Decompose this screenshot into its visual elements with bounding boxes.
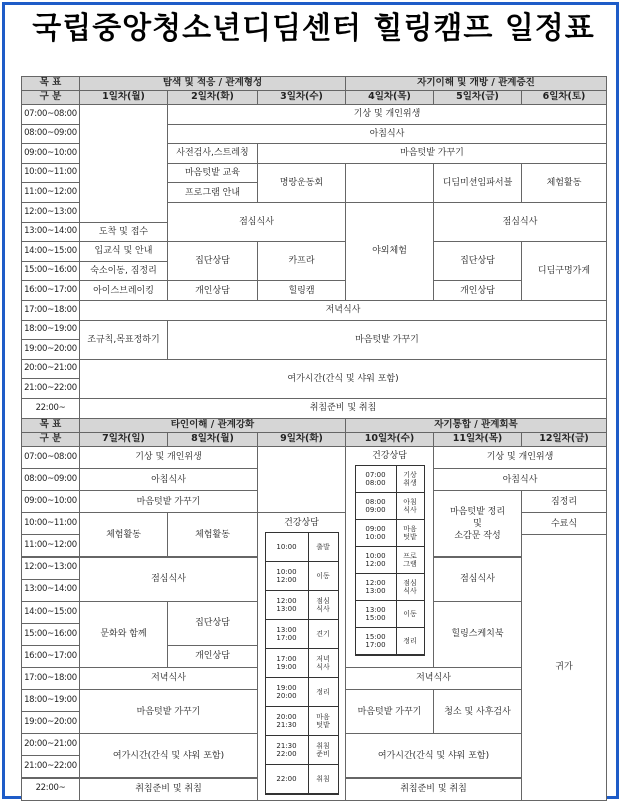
d10-sub-item	[356, 466, 424, 493]
day-header-1: 1일차(월)	[79, 90, 168, 105]
d9-checkup-column	[257, 512, 346, 800]
d10-checkup-column	[345, 446, 434, 668]
day-header-5: 5일차(금)	[433, 90, 522, 105]
d10-sub-label: 기상 취생	[403, 471, 417, 488]
d9-sub-item	[266, 620, 338, 649]
d9-sub-item	[266, 707, 338, 736]
time2-row-15: 21:00~22:00	[21, 755, 80, 778]
d10-sub-label: 정리	[403, 637, 417, 646]
time-row-14: 20:00~21:00	[21, 359, 80, 380]
d9-sub-item	[266, 736, 338, 765]
d10-sub-time: 09:00 10:00	[356, 520, 397, 546]
time2-row-11: 17:00~18:00	[21, 667, 80, 690]
d10-sub-item	[356, 628, 424, 655]
time2-row-4: 10:00~11:00	[21, 512, 80, 535]
d12-go-home: 귀가	[521, 534, 607, 800]
d1011-dinner: 저녁식사	[345, 667, 522, 690]
d78-breakfast: 아침식사	[79, 468, 258, 491]
d1112-wake: 기상 및 개인위생	[433, 446, 607, 469]
goal2-header-label: 목 표	[21, 418, 80, 433]
lunch-days2-3: 점심식사	[167, 202, 346, 242]
time2-row-8: 14:00~15:00	[21, 601, 80, 624]
d10-sub-label: 마음 텃밭	[403, 525, 417, 542]
breakfast-row: 아침식사	[167, 124, 607, 145]
d10-sub-item	[356, 574, 424, 601]
goal2-b-header: 자기통합 / 관계회복	[345, 418, 607, 433]
day2-header-9: 9일차(화)	[257, 432, 346, 447]
d10-sub-schedule	[355, 465, 425, 656]
d11-healing-sketch: 힐링스케치북	[433, 601, 522, 668]
day2-header-12: 12일차(금)	[521, 432, 607, 447]
d11-garden-summary-line: 소감문 작성	[454, 530, 501, 541]
d11-garden-summary	[433, 490, 522, 557]
day1-move-room: 숙소이동, 짐정리	[79, 261, 168, 282]
dinner-row: 저녁식사	[79, 300, 607, 321]
time2-row-5: 11:00~12:00	[21, 534, 80, 557]
day2-header-8: 8일차(월)	[167, 432, 258, 447]
d9-sub-time: 17:00 19:00	[266, 649, 309, 677]
time-row-8: 14:00~15:00	[21, 241, 80, 262]
day-header-2: 2일차(화)	[167, 90, 258, 105]
d9-sub-time: 22:00	[266, 765, 309, 793]
d10-sub-item	[356, 520, 424, 547]
wake-row: 기상 및 개인위생	[167, 104, 607, 125]
time2-row-3: 09:00~10:00	[21, 490, 80, 513]
time2-row-12: 18:00~19:00	[21, 689, 80, 712]
d9-sub-label: 취침	[316, 775, 330, 784]
day3-kapla: 카프라	[257, 241, 346, 281]
d10-sub-time: 07:00 08:00	[356, 466, 397, 492]
day-header-4: 4일차(목)	[345, 90, 434, 105]
d9-checkup-title: 건강상담	[284, 518, 319, 529]
goal2-a-header: 타인이해 / 관계강화	[79, 418, 346, 433]
goal-b-header: 자기이해 및 개방 / 관계증진	[345, 76, 607, 91]
d8-group-counsel: 집단상담	[167, 601, 258, 646]
day5-didim-mission: 디딤미션임파서블	[433, 163, 522, 203]
d1011-bedtime: 취침준비 및 취침	[345, 778, 522, 801]
day2-program-guide: 프로그램 안내	[167, 182, 258, 203]
d10-sub-item	[356, 601, 424, 628]
day6-didim-shop: 디딤구멍가게	[521, 241, 607, 301]
d10-sub-label: 이동	[403, 610, 417, 619]
bedtime-row: 취침준비 및 취침	[79, 398, 607, 419]
d9-sub-time: 10:00 12:00	[266, 562, 309, 590]
time-row-15: 21:00~22:00	[21, 378, 80, 399]
page-title: 국립중앙청소년디딤센터 힐링캠프 일정표	[32, 11, 595, 46]
free-time-row: 여가시간(간식 및 샤워 포함)	[79, 359, 607, 399]
day5-personal-counsel: 개인상담	[433, 280, 522, 301]
time-row-13: 19:00~20:00	[21, 339, 80, 360]
d11-lunch: 점심식사	[433, 557, 522, 602]
d1011-free-time: 여가시간(간식 및 샤워 포함)	[345, 733, 522, 778]
day1-entrance: 입교식 및 안내	[79, 241, 168, 262]
d9-sub-schedule	[265, 532, 339, 795]
day6-experience: 체험활동	[521, 163, 607, 203]
day4-outdoor: 야외체험	[345, 202, 434, 301]
time-row-4: 10:00~11:00	[21, 163, 80, 184]
d10-sub-time: 12:00 13:00	[356, 574, 397, 600]
day1-empty-morning	[79, 104, 168, 223]
time2-row-6: 12:00~13:00	[21, 557, 80, 580]
d9-sub-time: 13:00 17:00	[266, 620, 309, 648]
d9-sub-label: 출발	[316, 543, 330, 552]
d10-sub-label: 아침 식사	[403, 498, 417, 515]
d9-empty-morning	[257, 446, 346, 513]
d9-sub-time: 12:00 13:00	[266, 591, 309, 619]
time2-row-13: 19:00~20:00	[21, 711, 80, 734]
time-row-1: 07:00~08:00	[21, 104, 80, 125]
d10-sub-time: 15:00 17:00	[356, 628, 397, 654]
d11-garden-summary-line: 마음텃밭 정리	[449, 506, 506, 517]
d78-evening-garden: 마음텃밭 가꾸기	[79, 689, 258, 734]
time-row-6: 12:00~13:00	[21, 202, 80, 223]
lunch-days5-6: 점심식사	[433, 202, 607, 242]
day-header-6: 6일차(토)	[521, 90, 607, 105]
d9-sub-time: 21:30 22:00	[266, 736, 309, 764]
d10-sub-label: 프로 그램	[403, 552, 417, 569]
d78-bedtime: 취침준비 및 취침	[79, 778, 258, 801]
day2-pre-test: 사전검사,스트레칭	[167, 143, 258, 164]
time-row-16: 22:00~	[21, 398, 80, 419]
day2-header-11: 11일차(목)	[433, 432, 522, 447]
time2-row-2: 08:00~09:00	[21, 468, 80, 491]
day2-header-10: 10일차(수)	[345, 432, 434, 447]
d8-experience: 체험활동	[167, 512, 258, 557]
d10-sub-item	[356, 493, 424, 520]
day1-rules: 조규칙,목표정하기	[79, 320, 168, 360]
time-row-3: 09:00~10:00	[21, 143, 80, 164]
day1-icebreak: 아이스브레이킹	[79, 280, 168, 301]
time-row-5: 11:00~12:00	[21, 182, 80, 203]
d7-culture: 문화와 함께	[79, 601, 168, 668]
day5-group-counsel: 집단상담	[433, 241, 522, 281]
d9-sub-label: 정리	[316, 688, 330, 697]
evening-mind-garden: 마음텃밭 가꾸기	[167, 320, 607, 360]
day2-mind-garden-edu: 마음텃밭 교육	[167, 163, 258, 184]
time-row-9: 15:00~16:00	[21, 261, 80, 282]
time2-row-7: 13:00~14:00	[21, 579, 80, 602]
goal-a-header: 탐색 및 적응 / 관계형성	[79, 76, 346, 91]
time2-row-1: 07:00~08:00	[21, 446, 80, 469]
d10-sub-label: 점심 식사	[403, 579, 417, 596]
d9-sub-time: 10:00	[266, 533, 309, 561]
gubun-header-label: 구 분	[21, 90, 80, 105]
day1-arrival: 도착 및 접수	[79, 222, 168, 243]
d9-sub-time: 20:00 21:30	[266, 707, 309, 735]
day4-empty-morning	[345, 163, 434, 203]
d1112-breakfast: 아침식사	[433, 468, 607, 491]
gubun2-header-label: 구 분	[21, 432, 80, 447]
d9-sub-item	[266, 591, 338, 620]
day2-group-counsel: 집단상담	[167, 241, 258, 281]
time2-row-14: 20:00~21:00	[21, 733, 80, 756]
time2-row-10: 16:00~17:00	[21, 645, 80, 668]
d78-free-time: 여가시간(간식 및 샤워 포함)	[79, 733, 258, 778]
day2-header-7: 7일차(일)	[79, 432, 168, 447]
d9-sub-label: 저녁 식사	[316, 655, 330, 672]
d10-sub-item	[356, 547, 424, 574]
d9-sub-item	[266, 562, 338, 591]
d11-clean-post: 청소 및 사후검사	[433, 689, 522, 734]
d78-dinner: 저녁식사	[79, 667, 258, 690]
d8-personal-counsel: 개인상담	[167, 645, 258, 668]
d10-evening-garden: 마음텃밭 가꾸기	[345, 689, 434, 734]
d10-sub-time: 10:00 12:00	[356, 547, 397, 573]
d9-sub-item	[266, 649, 338, 678]
d12-pack: 짐정리	[521, 490, 607, 513]
d9-sub-item	[266, 533, 338, 562]
d7-experience: 체험활동	[79, 512, 168, 557]
day-header-3: 3일차(수)	[257, 90, 346, 105]
d10-sub-time: 08:00 09:00	[356, 493, 397, 519]
time-row-10: 16:00~17:00	[21, 280, 80, 301]
goal-header-label: 목 표	[21, 76, 80, 91]
d9-sub-label: 점심 식사	[316, 597, 330, 614]
d11-garden-summary-line: 및	[473, 518, 482, 529]
d9-sub-time: 19:00 20:00	[266, 678, 309, 706]
mind-garden-row: 마음텃밭 가꾸기	[257, 143, 607, 164]
time2-row-9: 15:00~16:00	[21, 623, 80, 646]
d78-wake: 기상 및 개인위생	[79, 446, 258, 469]
time-row-2: 08:00~09:00	[21, 124, 80, 145]
d9-sub-label: 이동	[316, 572, 330, 581]
day3-healing-cam: 힐링캠	[257, 280, 346, 301]
time2-row-16: 22:00~	[21, 778, 80, 801]
day2-personal-counsel: 개인상담	[167, 280, 258, 301]
d78-mind-garden: 마음텃밭 가꾸기	[79, 490, 258, 513]
d9-sub-label: 견기	[316, 630, 330, 639]
time-row-12: 18:00~19:00	[21, 320, 80, 341]
time-row-7: 13:00~14:00	[21, 222, 80, 243]
time-row-11: 17:00~18:00	[21, 300, 80, 321]
day3-sports-day: 명랑운동회	[257, 163, 346, 203]
d9-sub-label: 취침 준비	[316, 742, 330, 759]
d9-sub-label: 마음 텃밭	[316, 713, 330, 730]
d10-checkup-title: 건강상담	[372, 451, 407, 461]
d78-lunch: 점심식사	[79, 557, 258, 602]
d12-finish: 수료식	[521, 512, 607, 535]
d10-sub-time: 13:00 15:00	[356, 601, 397, 627]
d9-sub-item	[266, 765, 338, 794]
d9-sub-item	[266, 678, 338, 707]
